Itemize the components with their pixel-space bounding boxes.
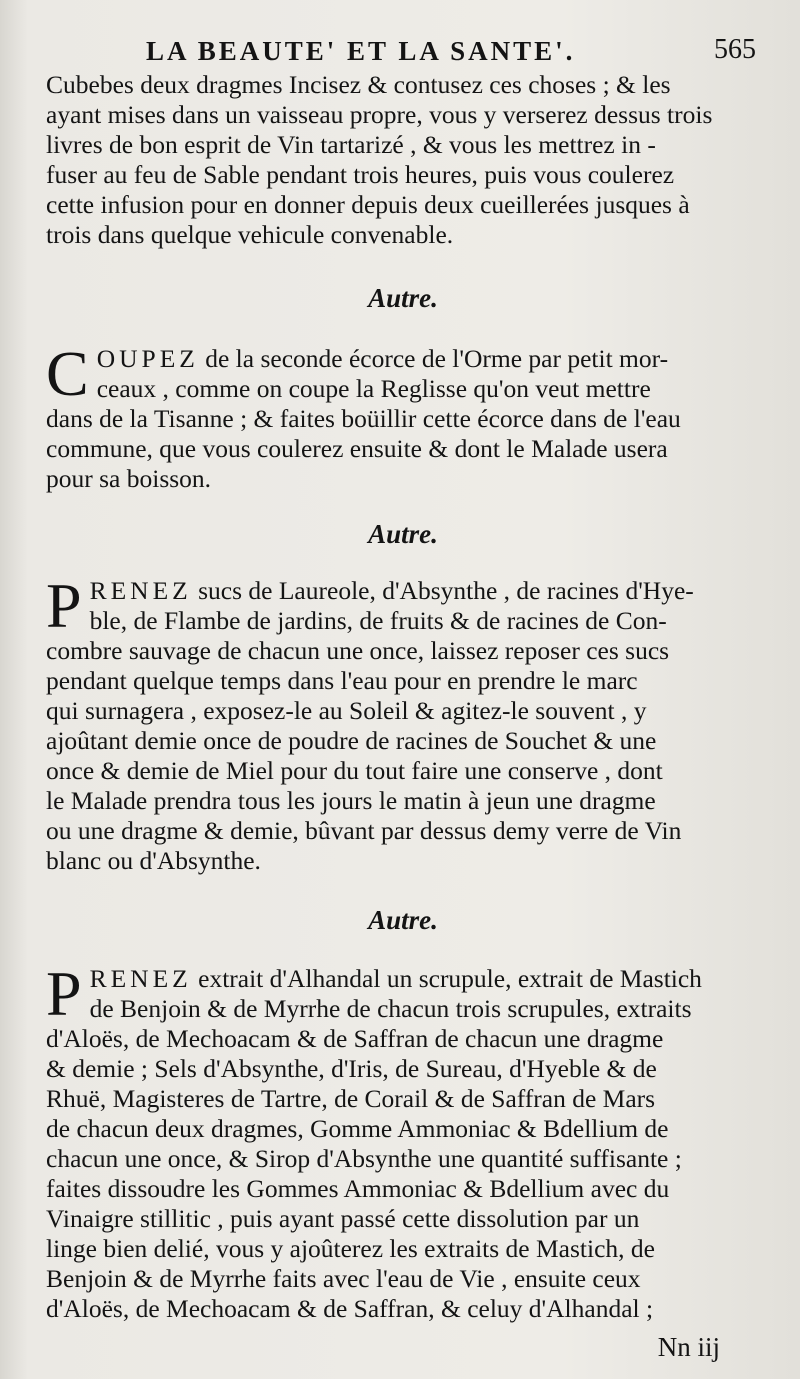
drop-cap: P bbox=[46, 570, 82, 641]
text-line: ajoûtant demie once de poudre de racines de Souchet & une bbox=[46, 726, 657, 755]
section-heading: Autre. bbox=[368, 519, 438, 549]
text-line: sucs de Laureole, d'Absynthe , de racines d'Hye- bbox=[198, 576, 694, 605]
text-line: d'Aloës, de Mechoacam & de Saffran de chacun une dragme bbox=[46, 1024, 664, 1053]
text-line: commune, que vous coulerez ensuite & dont le Malade usera bbox=[46, 434, 668, 463]
text-line: once & demie de Miel pour du tout faire une conserve , dont bbox=[46, 756, 663, 785]
paragraph-recipe-orme bbox=[46, 338, 760, 494]
first-word: RENEZ bbox=[89, 576, 192, 605]
text-line: Vinaigre stillitic , puis ayant passé cette dissolution par un bbox=[46, 1204, 640, 1233]
text-line: dans de la Tisanne ; & faites boüillir cette écorce dans de l'eau bbox=[46, 404, 681, 433]
drop-cap: P bbox=[46, 958, 82, 1029]
running-head bbox=[46, 30, 760, 70]
text-line: faites dissoudre les Gommes Ammoniac & Bdellium avec du bbox=[46, 1174, 670, 1203]
page-footer bbox=[46, 1326, 760, 1366]
text-line: linge bien delié, vous y ajoûterez les extraits de Mastich, de bbox=[46, 1234, 655, 1263]
text-line: blanc ou d'Absynthe. bbox=[46, 846, 261, 875]
text-line: ble, de Flambe de jardins, de fruits & de racines de Con- bbox=[89, 606, 667, 635]
text-line: de chacun deux dragmes, Gomme Ammoniac & Bdellium de bbox=[46, 1114, 669, 1143]
paragraph-continuation bbox=[46, 70, 760, 250]
text-line: le Malade prendra tous les jours le matin à jeun une dragme bbox=[46, 786, 656, 815]
text-line: combre sauvage de chacun une once, laissez reposer ces sucs bbox=[46, 636, 670, 665]
text-line: ou une dragme & demie, bûvant par dessus demy verre de Vin bbox=[46, 816, 682, 845]
text-line: de Benjoin & de Myrrhe de chacun trois scrupules, extraits bbox=[89, 994, 692, 1023]
text-line: cette infusion pour en donner depuis deux cueillerées jusques à bbox=[46, 190, 690, 219]
paragraph-recipe-alhandal bbox=[46, 958, 760, 1324]
text-line: trois dans quelque vehicule convenable. bbox=[46, 220, 454, 249]
text-line: & demie ; Sels d'Absynthe, d'Iris, de Sureau, d'Hyeble & de bbox=[46, 1054, 657, 1083]
section-heading: Autre. bbox=[368, 905, 438, 935]
text-line: d'Aloës, de Mechoacam & de Saffran, & celuy d'Alhandal ; bbox=[46, 1294, 654, 1323]
text-line: de la seconde écorce de l'Orme par petit mor- bbox=[205, 344, 669, 373]
page-number: 565 bbox=[714, 34, 756, 65]
text-line: Benjoin & de Myrrhe faits avec l'eau de Vie , ensuite ceux bbox=[46, 1264, 641, 1293]
drop-cap: C bbox=[46, 338, 89, 409]
section-heading: Autre. bbox=[368, 283, 438, 313]
text-line: livres de bon esprit de Vin tartarizé , & vous les mettrez in - bbox=[46, 130, 656, 159]
text-line: ceaux , comme on coupe la Reglisse qu'on veut mettre bbox=[96, 374, 651, 403]
text-line: ayant mises dans un vaisseau propre, vous y verserez dessus trois bbox=[46, 100, 713, 129]
text-line: Rhuë, Magisteres de Tartre, de Corail & de Saffran de Mars bbox=[46, 1084, 656, 1113]
signature-mark: Nn iij bbox=[657, 1332, 720, 1362]
text-line: qui surnagera , exposez-le au Soleil & agitez-le souvent , y bbox=[46, 696, 647, 725]
text-line: chacun une once, & Sirop d'Absynthe une quantité suffisante ; bbox=[46, 1144, 682, 1173]
text-line: pendant quelque temps dans l'eau pour en prendre le marc bbox=[46, 666, 638, 695]
first-word: OUPEZ bbox=[96, 344, 199, 373]
text-line: Cubebes deux dragmes Incisez & contusez ces choses ; & les bbox=[46, 70, 671, 99]
first-word: RENEZ bbox=[89, 964, 192, 993]
text-line: extrait d'Alhandal un scrupule, extrait de Mastich bbox=[198, 964, 702, 993]
text-line: fuser au feu de Sable pendant trois heures, puis vous coulerez bbox=[46, 160, 675, 189]
text-line: pour sa boisson. bbox=[46, 464, 212, 493]
running-head-title: LA BEAUTE' ET LA SANTE'. bbox=[146, 36, 576, 66]
paragraph-recipe-laureole bbox=[46, 570, 760, 876]
